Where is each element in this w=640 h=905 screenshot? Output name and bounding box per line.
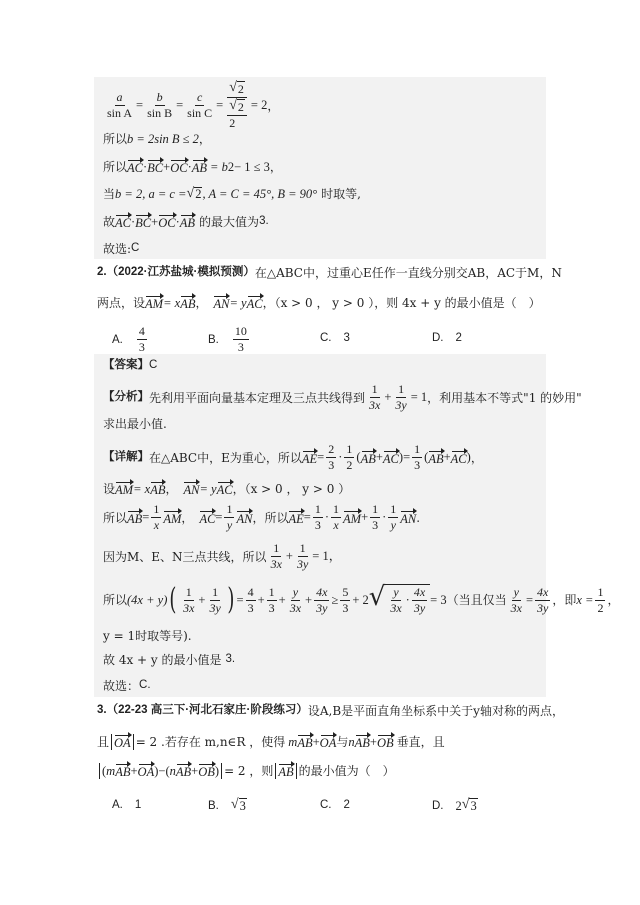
- question-2-stem-line1: 2. （2022·江苏盐城·模拟预测） 在△ABC中，过重心E任作一直线分别交AB，AC于M，N: [97, 266, 562, 280]
- vector-oc: OC: [170, 161, 188, 175]
- option-a[interactable]: A. $\frac{4}{3}$: [112, 324, 145, 354]
- detail-line: 所以 AB = $\frac{1}{x}$ AM ， AC = $\frac{1}{y}$ AN ，所以 AE = $\frac{1}{3}$ · $\frac{1}{x}$ AM + $\frac{1}{3}$ · $\frac{1}{y}$ AN .: [103, 502, 421, 532]
- fraction: $\frac{c}{\text{sin C}}$: [187, 90, 213, 120]
- question-number: 2.: [97, 266, 107, 279]
- detail-tag: 【详解】: [103, 450, 149, 463]
- fraction: $\frac{a}{\text{sin A}}$: [107, 90, 133, 120]
- question-number: 3.: [97, 704, 107, 717]
- answer-value: C: [149, 359, 158, 371]
- solution-line: 当 b = 2, a = c = √ 2 , A = C = 45°, B = 90° 时取等,: [103, 186, 361, 201]
- option-a[interactable]: A. 1: [112, 799, 142, 811]
- question-3-stem-line3: ( m AB + OA ) − ( n AB + OB ) = 2 ，则 AB 的最小值为（ ）: [97, 763, 395, 779]
- inequality-line-2: y = 1时取等号).: [103, 629, 192, 643]
- detail-line: 因为M、E、N三点共线，所以 $\frac{1}{3x}$ + $\frac{1}{3y}$ = 1，: [103, 541, 342, 571]
- question-source: （2022·江苏盐城·模拟预测）: [106, 266, 255, 279]
- question-source: （22-23 高三下·河北石家庄·阶段练习）: [106, 704, 308, 717]
- analysis-line-2: 求出最小值.: [103, 417, 167, 431]
- solution-line: 所以 b = 2sin B ≤ 2 ，: [103, 132, 211, 147]
- solution-line: 故 AC · BC + OC · AB 的最大值为 3.: [103, 214, 269, 230]
- option-c[interactable]: C. 3: [320, 332, 350, 344]
- option-d[interactable]: D. 2 √ 3: [432, 797, 477, 813]
- vector-ab: AB: [191, 161, 208, 175]
- inequality-line: 所以 (4x + y) ( $\frac{1}{3x}$ + $\frac{1}{3y}$ ) = $\frac{4}{3}$ + $\frac{1}{3}$ + $\frac{y}{3x}$ + $\frac{4x}{3y}$ ≥ $\frac{5}{3}$ + 2 √ $\frac{y}{3x}$ · $\frac{4x}{3y}$ = 3 （当且仅当 $\frac{y}{3x}$ = $\frac{4x}{3y}$ ，即 x = $\frac{1}{2}$ ，: [103, 582, 620, 617]
- analysis-tag: 【分析】: [103, 390, 149, 403]
- compound-fraction: √ 2 √ 2 2: [225, 80, 249, 131]
- vector-ac: AC: [127, 161, 143, 175]
- question-2-stem-line2: 两点，设 AM = x AB ， AN = y AC ，（x > 0 ， y > 0 ），则 4x + y 的最小值是（ ）: [97, 295, 541, 311]
- analysis-line: 【分析】 先利用平面向量基本定理及三点共线得到 $\frac{1}{3x}$ + $\frac{1}{3y}$ = 1 ，利用基本不等式"1 的妙用": [103, 382, 582, 412]
- vector-bc: BC: [147, 161, 164, 175]
- option-d[interactable]: D. 2: [432, 332, 462, 344]
- solution-line: 故选: C: [103, 242, 140, 256]
- law-of-sines-equation: $\frac{a}{\text{sin A}}$ = $\frac{b}{\text{sin B}}$ = $\frac{c}{\text{sin C}}$ = √ 2 √ 2 2 = 2 ，: [107, 80, 280, 130]
- detail-line: 【详解】 在△ABC中，E为重心，所以 AE = $\frac{2}{3}$ · $\frac{1}{2}$ ( AB + AC ) = $\frac{1}{3}$ ( AB + AC ) ，: [103, 442, 483, 472]
- conclusion-line: 故 4x + y 的最小值是 3.: [103, 653, 236, 667]
- choice-line: 故选： C.: [103, 679, 151, 693]
- option-b[interactable]: B. √ 3: [208, 797, 246, 813]
- question-3-stem-line1: 3. （22-23 高三下·河北石家庄·阶段练习） 设A,B是平面直角坐标系中关于y轴对称的两点，: [97, 704, 564, 718]
- option-b[interactable]: B. $\frac{10}{3}$: [208, 324, 247, 354]
- detail-line: 设 AM = x AB ， AN = y AC ，（x > 0 ， y > 0 ）: [103, 481, 351, 497]
- question-3-stem-line2: 且 OA = 2 .若存在 m,n∈R ，使得 m AB + OA 与 n AB + OB 垂直，且: [97, 734, 445, 750]
- answer-line: [103, 360, 157, 372]
- option-c[interactable]: C. 2: [320, 799, 350, 811]
- fraction: $\frac{b}{\text{sin B}}$: [147, 90, 173, 120]
- solution-line: 所以 AC · BC + OC · AB = b 2 − 1 ≤ 3 ，: [103, 159, 282, 175]
- answer-tag: 【答案】: [103, 359, 149, 371]
